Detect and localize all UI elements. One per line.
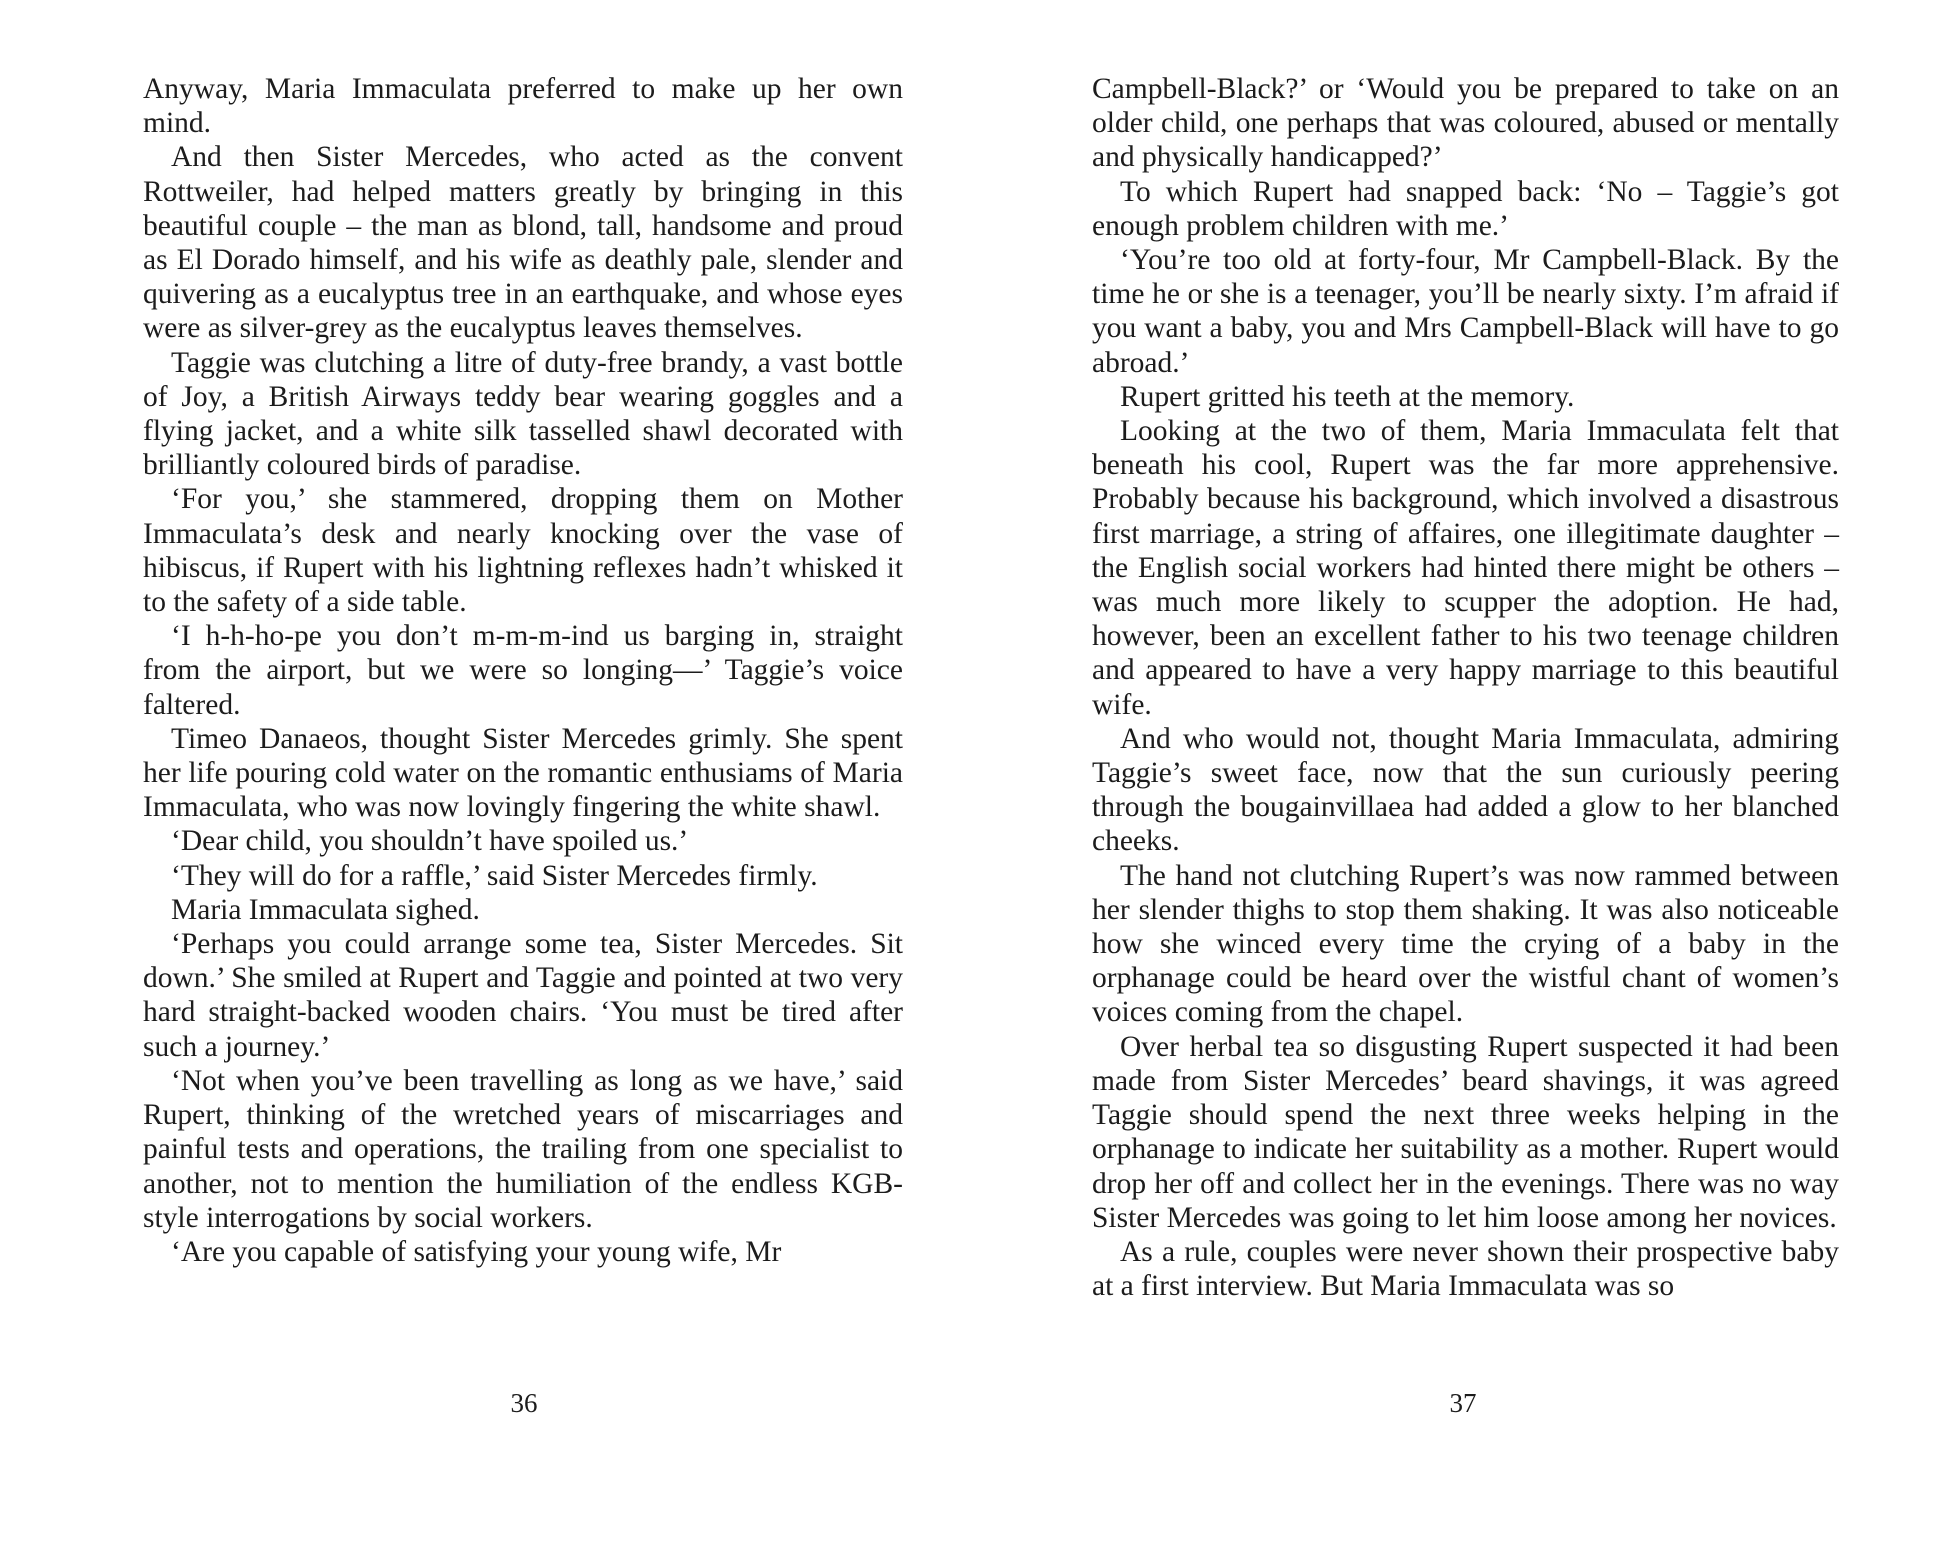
left-paragraph-10: ‘Perhaps you could arrange some tea, Sister Mercedes. Sit down.’ She smiled at Rupert and Taggie and pointed at two very hard straight-backed wooden chairs. ‘You must be tired after such a journey.’ — [143, 928, 903, 1063]
right-paragraph-1: Campbell-Black?’ or ‘Would you be prepared to take on an older child, one perhaps that was coloured, abused or mentally and physically handicapped?’ — [1092, 73, 1839, 174]
left-paragraph-12: ‘Are you capable of satisfying your young wife, Mr — [171, 1235, 782, 1268]
right-paragraph-4: Rupert gritted his teeth at the memory. — [1120, 380, 1575, 413]
right-paragraph-6: And who would not, thought Maria Immaculata, admiring Taggie’s sweet face, now that the sun curiously peering through the bougainvillaea had added a glow to her blanched cheeks. — [1092, 722, 1839, 858]
right-paragraph-5: Looking at the two of them, Maria Immaculata felt that beneath his cool, Rupert was the far more apprehensive. Probably because his background, which involved a disastrous first marriage, a string of affaires, one illegitimate daughter – the English social workers had hinted there might be others – was much more likely to scupper the adoption. He had, however, been an excellent father to his two teenage children and appeared to have a very happy marriage to this beautiful wife. — [1092, 415, 1839, 721]
left-paragraph-7: ‘Dear child, you shouldn’t have spoiled us.’ — [171, 825, 689, 858]
left-paragraph-8: ‘They will do for a raffle,’ said Sister Mercedes firmly. — [171, 859, 818, 892]
left-paragraph-1: Anyway, Maria Immaculata preferred to make up her own mind. — [143, 73, 903, 140]
right-page — [1092, 72, 1839, 1303]
left-paragraph-4: ‘For you,’ she stammered, dropping them on Mother Immaculata’s desk and nearly knocking over the vase of hibiscus, if Rupert with his lightning reflexes hadn’t whisked it to the safety of a side table. — [143, 483, 903, 619]
right-paragraph-2: To which Rupert had snapped back: ‘No – Taggie’s got enough problem children with me.’ — [1092, 175, 1839, 242]
left-paragraph-6: Timeo Danaeos, thought Sister Mercedes grimly. She spent her life pouring cold water on the romantic enthusiams of Maria Immaculata, who was now lovingly fingering the white shawl. — [143, 722, 903, 824]
right-paragraph-8: Over herbal tea so disgusting Rupert suspected it had been made from Sister Mercedes’ beard shavings, it was agreed Taggie should spend the next three weeks helping in the orphanage to indicate her suitability as a mother. Rupert would drop her off and collect her in the evenings. There was no way Sister Mercedes was going to let him loose among her novices. — [1092, 1030, 1839, 1234]
left-paragraph-2: And then Sister Mercedes, who acted as the convent Rottweiler, had helped matters greatly by bringing in this beautiful couple – the man as blond, tall, handsome and proud as El Dorado himself, and his wife as deathly pale, slender and quivering as a eucalyptus tree in an earthquake, and whose eyes were as silver-grey as the eucalyptus leaves themselves. — [143, 141, 903, 345]
left-paragraph-3: Taggie was clutching a litre of duty-free brandy, a vast bottle of Joy, a British Airways teddy bear wearing goggles and a flying jacket, and a white silk tasselled shawl decorated with brilliantly coloured birds of paradise. — [143, 346, 903, 482]
right-paragraph-9: As a rule, couples were never shown their prospective baby at a first interview. But Maria Immaculata was so — [1092, 1235, 1839, 1303]
right-paragraph-3: ‘You’re too old at forty-four, Mr Campbell-Black. By the time he or she is a teenager, you’ll be nearly sixty. I’m afraid if you want a baby, you and Mrs Campbell-Black will have to go abroad.’ — [1092, 244, 1839, 379]
page-number-left: 36 — [510, 1388, 538, 1418]
left-paragraph-5: ‘I h-h-ho-pe you don’t m-m-m-ind us barging in, straight from the airport, but we were so longing—’ Taggie’s voice faltered. — [143, 620, 903, 721]
left-paragraph-9: Maria Immaculata sighed. — [171, 893, 480, 926]
right-paragraph-7: The hand not clutching Rupert’s was now rammed between her slender thighs to stop them shaking. It was also noticeable how she winced every time the crying of a baby in the orphanage could be heard over the wistful chant of women’s voices coming from the chapel. — [1092, 859, 1839, 1029]
left-paragraph-11: ‘Not when you’ve been travelling as long as we have,’ said Rupert, thinking of the wretched years of miscarriages and painful tests and operations, the trailing from one specialist to another, not to mention the humiliation of the endless KGB-style interrogations by social workers. — [143, 1064, 903, 1234]
left-page — [143, 72, 903, 1269]
page-number-right: 37 — [1449, 1388, 1477, 1418]
